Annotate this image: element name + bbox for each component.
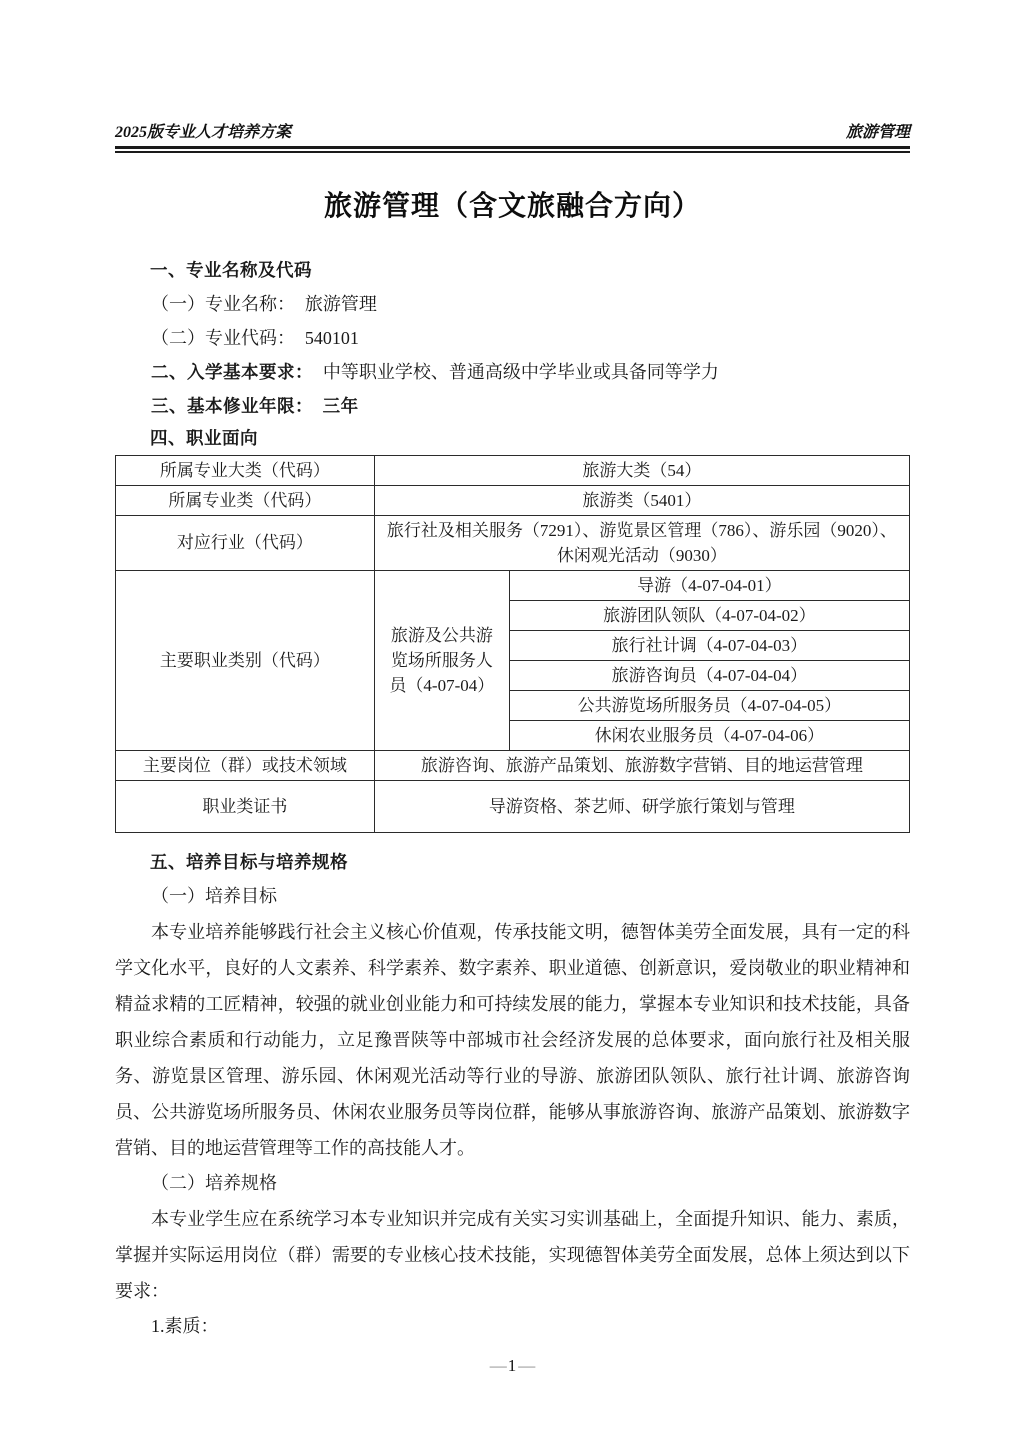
footer-right-dash: —: [518, 1356, 535, 1375]
page-footer: [0, 1356, 1024, 1376]
occupation-item: 公共游览场所服务员（4-07-04-05）: [509, 690, 909, 720]
header-left-text: 2025版专业人才培养方案: [115, 124, 292, 141]
admission-requirement-label: 二、入学基本要求：: [151, 361, 313, 382]
rule-thick-line: [115, 146, 910, 149]
training-spec-paragraph: 本专业学生应在系统学习本专业知识并完成有关实习实训基础上，全面提升知识、能力、素质，掌握并实际运用岗位（群）需要的专业核心技术技能，实现德智体美劳全面发展，总体上须达到以下要求：: [115, 1208, 910, 1301]
table-row-major-category: [116, 455, 910, 485]
study-duration-line: [115, 389, 910, 423]
page-title: 旅游管理（含文旅融合方向）: [323, 190, 701, 222]
table-row-certificates: [116, 780, 910, 832]
major-code-label: （二）专业代码：: [151, 327, 295, 348]
certificates-label: 职业类证书: [116, 780, 375, 832]
major-code-value: 540101: [304, 327, 359, 348]
quality-item-heading: 1.素质：: [151, 1315, 219, 1336]
table-row-major-class: [116, 485, 910, 515]
occupation-category-label: 主要职业类别（代码）: [116, 570, 375, 750]
header-right-text: 旅游管理: [845, 124, 910, 141]
table-row-occupation-1: [116, 570, 910, 600]
admission-requirement-value: 中等职业学校、普通高级中学毕业或具备同等学力: [322, 361, 719, 382]
occupation-item: 休闲农业服务员（4-07-04-06）: [509, 720, 909, 750]
occupation-item: 旅游团队领队（4-07-04-02）: [509, 600, 909, 630]
major-category-value: 旅游大类（54）: [374, 455, 909, 485]
industries-value: 旅行社及相关服务（7291）、游览景区管理（786）、游乐园（9020）、休闲观光活动（9030）: [374, 515, 909, 570]
study-duration-label: 三、基本修业年限：: [151, 395, 313, 416]
section-5-heading: 五、培养目标与培养规格: [150, 851, 348, 872]
major-category-label: 所属专业大类（代码）: [116, 455, 375, 485]
positions-value: 旅游咨询、旅游产品策划、旅游数字营销、目的地运营管理: [374, 750, 909, 780]
major-name-label: （一）专业名称：: [151, 293, 295, 314]
occupation-group-cell: 旅游及公共游览场所服务人员（4-07-04）: [374, 570, 509, 750]
major-class-value: 旅游类（5401）: [374, 485, 909, 515]
header-double-rule: [115, 146, 910, 153]
occupation-item: 旅行社计调（4-07-04-03）: [509, 630, 909, 660]
section-1-heading: 一、专业名称及代码: [150, 259, 312, 280]
rule-thin-line: [115, 151, 910, 153]
career-orientation-table: [115, 455, 910, 833]
major-code-line: [115, 321, 910, 355]
section-4-heading: 四、职业面向: [150, 427, 258, 448]
occupation-item: 旅游咨询员（4-07-04-04）: [509, 660, 909, 690]
occupation-item: 导游（4-07-04-01）: [509, 570, 909, 600]
training-spec-subheading: （二）培养规格: [151, 1172, 277, 1193]
study-duration-value: 三年: [322, 395, 359, 416]
major-class-label: 所属专业类（代码）: [116, 485, 375, 515]
footer-left-dash: —: [489, 1356, 506, 1375]
table-row-industries: [116, 515, 910, 570]
footer-page-number: 1: [507, 1356, 517, 1375]
certificates-value: 导游资格、茶艺师、研学旅行策划与管理: [374, 780, 909, 832]
table-row-positions: [116, 750, 910, 780]
admission-requirement-line: [115, 355, 910, 389]
page-header: [115, 118, 910, 142]
training-objective-paragraph: 本专业培养能够践行社会主义核心价值观，传承技能文明，德智体美劳全面发展，具有一定的科学文化水平，良好的人文素养、科学素养、数字素养、职业道德、创新意识，爱岗敬业的职业精神和精益求精的工匠精神，较强的就业创业能力和可持续发展的能力，掌握本专业知识和技术技能，具备职业综合素质和行动能力，立足豫晋陕等中部城市社会经济发展的总体要求，面向旅行社及相关服务、游览景区管理、游乐园、休闲观光活动等行业的导游、旅游团队领队、旅行社计调、旅游咨询员、公共游览场所服务员、休闲农业服务员等岗位群，能够从事旅游咨询、旅游产品策划、旅游数字营销、目的地运营管理等工作的高技能人才。: [115, 921, 910, 1158]
major-name-line: [115, 287, 910, 321]
training-objective-subheading: （一）培养目标: [151, 885, 277, 906]
industries-label: 对应行业（代码）: [116, 515, 375, 570]
major-name-value: 旅游管理: [304, 293, 377, 314]
positions-label: 主要岗位（群）或技术领域: [116, 750, 375, 780]
